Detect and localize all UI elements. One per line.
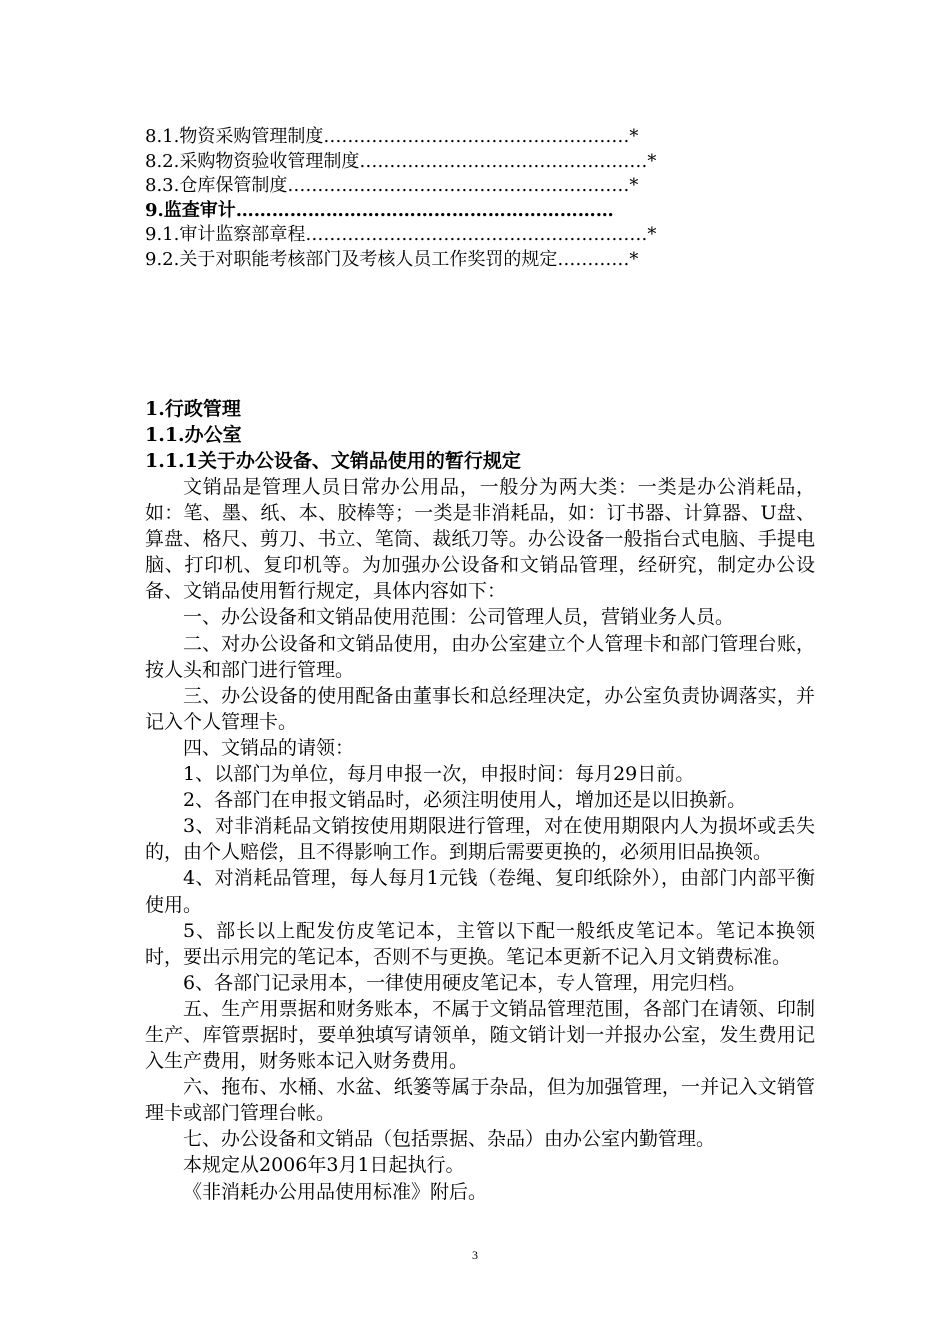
table-of-contents <box>145 125 785 272</box>
toc-entry: 9.2.关于对职能考核部门及考核人员工作奖罚的规定…………* <box>145 248 639 270</box>
paragraph: 2、各部门在申报文销品时，必须注明使用人，增加还是以旧换新。 <box>183 789 747 812</box>
toc-entry: 8.3.仓库保管制度…………………………………………………* <box>145 175 639 196</box>
paragraph: 6、各部门记录用本，一律使用硬皮笔记本，专人管理，用完归档。 <box>183 971 747 994</box>
paragraph: 文销品是管理人员日常办公用品，一般分为两大类：一类是办公消耗品，如：笔、墨、纸、本、胶棒等；一类是非消耗品，如：订书器、计算器、U盘、算盘、格尺、剪刀、书立、笔筒、裁纸刀等。办公设备一般指台式电脑、手提电脑、打印机、复印机等。为加强办公设备和文销品管理，经研究，制定办公设备、文销品使用暂行规定，具体内容如下： <box>145 476 815 603</box>
paragraph: 一、办公设备和文销品使用范围：公司管理人员，营销业务人员。 <box>183 606 735 629</box>
toc-entry: 8.1.物资采购管理制度……………………………………………* <box>145 126 639 147</box>
paragraph: 六、拖布、水桶、水盆、纸篓等属于杂品，但为加强管理，一并记入文销管理卡或部门管理台帐。 <box>145 1076 815 1125</box>
paragraph: 3、对非消耗品文销按使用期限进行管理，对在使用期限内人为损坏或丢失的，由个人赔偿，且不得影响工作。到期后需要更换的，必须用旧品换领。 <box>145 815 815 864</box>
paragraph: 三、办公设备的使用配备由董事长和总经理决定，办公室负责协调落实，并记入个人管理卡。 <box>145 684 815 733</box>
paragraph: 五、生产用票据和财务账本，不属于文销品管理范围，各部门在请领、印制生产、库管票据时，要单独填写请领单，随文销计划一并报办公室，发生费用记入生产费用，财务账本记入财务费用。 <box>145 997 815 1073</box>
paragraph: 《非消耗办公用品使用标准》附后。 <box>183 1180 488 1203</box>
document-content <box>145 396 815 1205</box>
paragraph: 5、部长以上配发仿皮笔记本，主管以下配一般纸皮笔记本。笔记本换领时，要出示用完的笔记本，否则不与更换。笔记本更新不记入月文销费标准。 <box>145 919 815 968</box>
page-number: 3 <box>472 1248 478 1262</box>
paragraph: 4、对消耗品管理，每人每月1元钱（卷绳、复印纸除外），由部门内部平衡使用。 <box>145 867 815 916</box>
paragraph: 本规定从2006年3月1日起执行。 <box>183 1154 465 1177</box>
paragraph: 四、文销品的请领： <box>183 736 355 759</box>
paragraph: 二、对办公设备和文销品使用，由办公室建立个人管理卡和部门管理台账，按人头和部门进行管理。 <box>145 632 815 681</box>
body-text <box>145 474 815 1205</box>
heading-level-2: 1.1.办公室 <box>145 424 242 446</box>
heading-level-3: 1.1.1关于办公设备、文销品使用的暂行规定 <box>145 450 521 472</box>
toc-entry: 8.2.采购物资验收管理制度…………………………………………* <box>145 150 657 172</box>
heading-level-1: 1.行政管理 <box>145 398 241 420</box>
paragraph: 1、以部门为单位，每月申报一次，申报时间：每月29日前。 <box>183 763 695 786</box>
toc-entry-section: 9.监查审计……………………………………………………… <box>145 199 614 221</box>
paragraph: 七、办公设备和文销品（包括票据、杂品）由办公室内勤管理。 <box>183 1128 716 1151</box>
toc-entry: 9.1.审计监察部章程…………………………………………………* <box>145 224 657 245</box>
